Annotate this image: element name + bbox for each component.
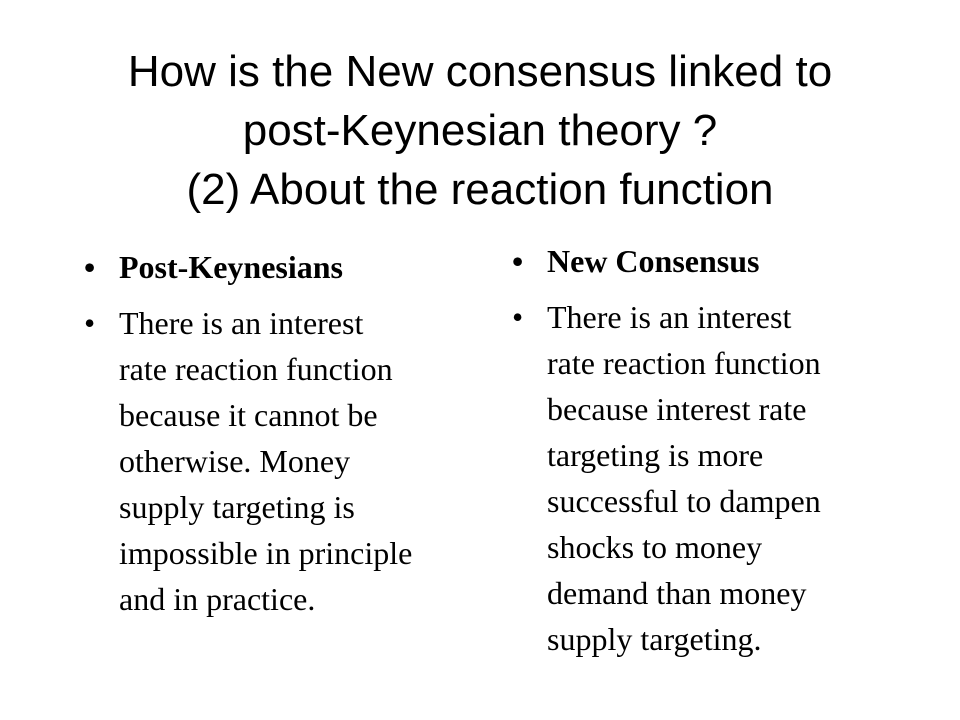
right-body-line: shocks to money [547, 529, 763, 565]
left-body-line: and in practice. [119, 581, 316, 617]
bullet-icon: • [512, 243, 524, 279]
right-body-text [547, 294, 892, 662]
right-body-line: successful to dampen [547, 483, 821, 519]
right-body-line: There is an interest [547, 299, 792, 335]
bullet-icon: • [84, 305, 96, 341]
bullet-icon: • [84, 249, 96, 285]
right-heading: New Consensus [547, 243, 760, 279]
left-body-line: otherwise. Money [119, 443, 351, 479]
left-heading-item [84, 244, 464, 290]
bullet-icon: • [512, 299, 524, 335]
slide-title-line-1: How is the New consensus linked to [127, 47, 833, 96]
left-heading: Post-Keynesians [119, 249, 343, 285]
right-column [512, 238, 892, 662]
right-body-line: targeting is more [547, 437, 764, 473]
right-body-item [512, 294, 892, 662]
left-body-line: because it cannot be [119, 397, 378, 433]
right-body-line: demand than money [547, 575, 807, 611]
left-body-line: rate reaction function [119, 351, 393, 387]
slide-title-line-2: post-Keynesian theory ? [242, 106, 718, 155]
left-body-line: supply targeting is [119, 489, 355, 525]
right-body-line: because interest rate [547, 391, 807, 427]
left-body-text [119, 300, 464, 622]
left-column [84, 244, 464, 622]
left-body-line: There is an interest [119, 305, 364, 341]
right-heading-item [512, 238, 892, 284]
left-body-item [84, 300, 464, 622]
right-body-line: rate reaction function [547, 345, 821, 381]
right-body-line: supply targeting. [547, 621, 762, 657]
slide-title-line-3: (2) About the reaction function [186, 165, 774, 214]
slide-title [0, 42, 960, 219]
left-body-line: impossible in principle [119, 535, 413, 571]
